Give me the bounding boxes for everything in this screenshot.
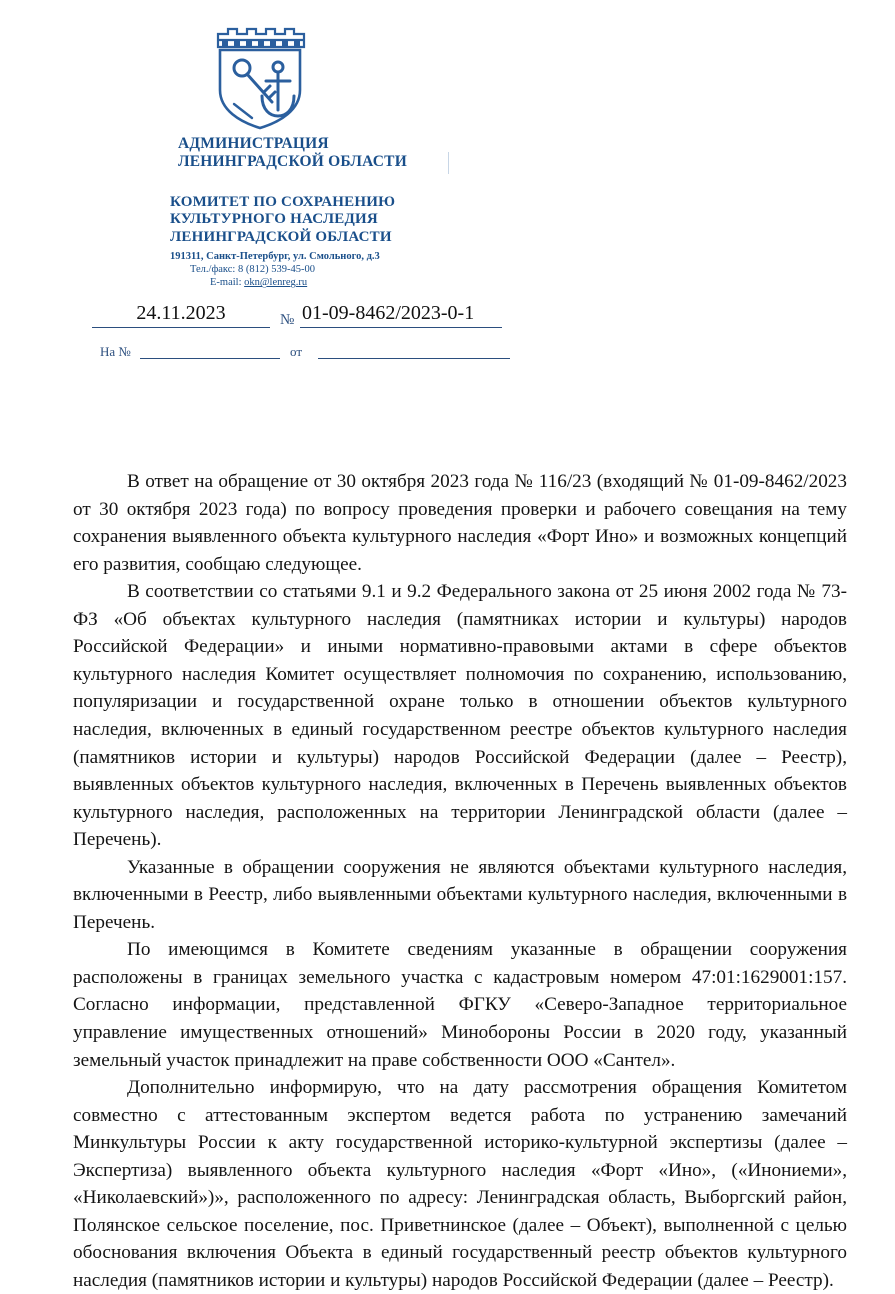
incoming-date-line (318, 358, 510, 359)
email-label: E-mail: (210, 277, 245, 289)
body-paragraph-4: По имеющимся в Комитете сведениям указанные в обращении сооружения расположены в границах земельного участка с кадастровым номером 47:01:1629001:157. Согласно информации, представленной ФГКУ «Северо-Западное территориальное управление имущественных отношений» Минобороны России в 2020 году, указанный земельный участок принадлежит на праве собственности ООО «Сантел». (73, 939, 847, 1071)
email-line (210, 276, 895, 290)
committee-line-2: КУЛЬТУРНОГО НАСЛЕДИЯ (170, 211, 378, 228)
organization-line-1: АДМИНИСТРАЦИЯ (178, 135, 329, 152)
committee-name (170, 194, 895, 247)
organization-line-2: ЛЕНИНГРАДСКОЙ ОБЛАСТИ (178, 153, 407, 171)
incoming-number-label: На № (100, 344, 131, 360)
document-number: 01-09-8462/2023-0-1 (300, 302, 502, 328)
body-paragraph-5: Дополнительно информирую, что на дату рассмотрения обращения Комитетом совместно с аттестованным экспертом ведется работа по устранению замечаний Минкультуры России к акту государственной историко-культурной экспертизы (далее – Экспертиза) выявленного объекта культурного наследия «Форт «Ино», («Инониеми», «Николаевский»)», расположенного по адресу: Ленинградская область, Выборгский район, Полянское сельское поселение, пос. Приветнинское (далее – Объект), выполненной с целью обоснования включения Объекта в единый государственный реестр объектов культурного наследия (памятников истории и культуры) народов Российской Федерации (далее – Реестр). (73, 1077, 847, 1291)
letter-body (0, 468, 895, 1294)
committee-line-3: ЛЕНИНГРАДСКОЙ ОБЛАСТИ (170, 228, 392, 245)
coat-of-arms-emblem (200, 26, 320, 131)
incoming-date-label: от (290, 344, 303, 360)
postal-address: 191311, Санкт-Петербург, ул. Смольного, д.3 (170, 250, 380, 262)
phone-fax: Тел./факс: 8 (812) 539-45-00 (190, 263, 315, 275)
committee-line-1: КОМИТЕТ ПО СОХРАНЕНИЮ (170, 193, 396, 210)
body-paragraph-1: В ответ на обращение от 30 октября 2023 года № 116/23 (входящий № 01-09-8462/2023 от 30 октября 2023 года) по вопросу проведения проверки и рабочего совещания на тему сохранения выявленного объекта культурного наследия «Форт Ино» и возможных концепций его развития, сообщаю следующее. (73, 471, 847, 575)
number-symbol: № (280, 312, 295, 329)
body-paragraph-2: В соответствии со статьями 9.1 и 9.2 Федерального закона от 25 июня 2002 года № 73-ФЗ «Об объектах культурного наследия (памятниках истории и культуры) народов Российской Федерации» и иными нормативно-правовыми актами в сфере объектов культурного наследия Комитет осуществляет полномочия по сохранению, использованию, популяризации и государственной охране только в отношении объектов культурного наследия, включенных в единый государственном реестре объектов культурного наследия (памятников истории и культуры) народов Российской Федерации (далее – Реестр), выявленных объектов культурного наследия, включенных в Перечень выявленных объектов культурного наследия, расположенных на территории Ленинградской области (далее – Перечень). (73, 581, 847, 851)
letterhead (0, 0, 895, 290)
organization-name (178, 135, 895, 172)
scan-artifact-mark (448, 152, 449, 174)
body-paragraph-3: Указанные в обращении сооружения не являются объектами культурного наследия, включенными в Реестр, либо выявленными объектами культурного наследия, включенными в Перечень. (73, 856, 847, 933)
incoming-number-line (140, 358, 280, 359)
email-link[interactable]: okn@lenreg.ru (244, 277, 308, 289)
document-date: 24.11.2023 (92, 302, 270, 328)
reference-block (92, 302, 522, 372)
